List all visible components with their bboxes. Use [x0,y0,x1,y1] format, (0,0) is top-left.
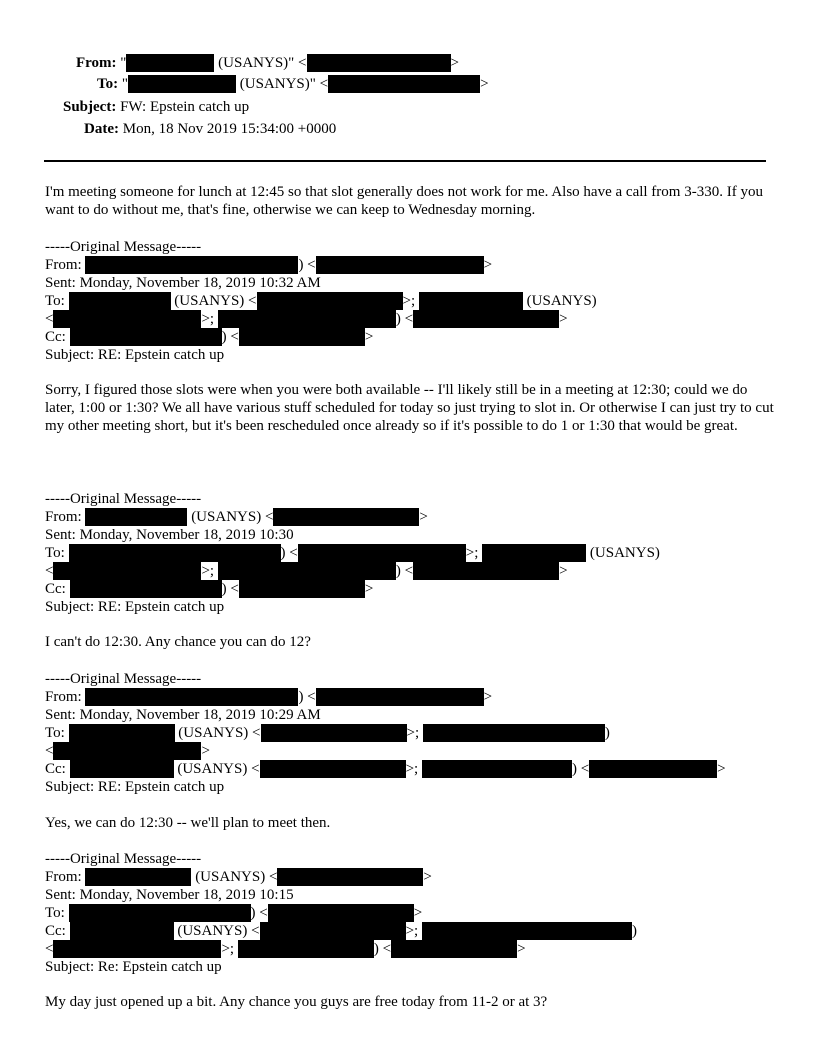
redaction-bar [126,54,214,72]
redaction-bar [69,724,175,742]
redaction-bar [53,562,201,580]
m3-to-cont: < > [45,743,210,759]
redaction-bar [413,562,559,580]
date-value: Mon, 18 Nov 2019 15:34:00 +0000 [122,121,337,137]
redaction-bar [53,940,221,958]
m2-cc: Cc: ) < > [45,581,374,597]
subject-value: FW: Epstein catch up [120,99,250,115]
header-to-row: To: " (USANYS)" < > [97,76,489,92]
redaction-bar [273,508,419,526]
m2-from: From: (USANYS) < > [45,509,428,525]
header-date-row [84,120,336,138]
redaction-bar [257,292,403,310]
header-from-row: From: " (USANYS)" < > [76,55,459,71]
redaction-bar [307,54,451,72]
redaction-bar [316,256,484,274]
redaction-bar [260,922,406,940]
m2-body: I can't do 12:30. Any chance you can do 12? [45,634,311,650]
header-divider [44,160,766,162]
m3-sent: Sent: Monday, November 18, 2019 10:29 AM [45,707,321,723]
subject-label: Subject: [63,99,117,115]
m1-orig: -----Original Message----- [45,239,202,255]
redaction-bar [85,688,298,706]
redaction-bar [69,544,281,562]
redaction-bar [218,310,396,328]
redaction-bar [85,256,298,274]
redaction-bar [69,904,251,922]
redaction-bar [261,724,407,742]
header-subject-row [63,98,249,116]
m4-to: To: ) < > [45,905,423,921]
redaction-bar [268,904,414,922]
m2-sent: Sent: Monday, November 18, 2019 10:30 [45,527,294,543]
redaction-bar [298,544,466,562]
redaction-bar [69,292,171,310]
redaction-bar [589,760,717,778]
from-label: From: [76,55,117,71]
redaction-bar [482,544,586,562]
m3-to: To: (USANYS) < >; ) [45,725,610,741]
redaction-bar [70,760,174,778]
m3-from: From: ) < > [45,689,493,705]
m1-to: To: (USANYS) < >; (USANYS) [45,293,597,309]
m1-subject: Subject: RE: Epstein catch up [45,347,225,363]
m4-sent: Sent: Monday, November 18, 2019 10:15 [45,887,294,903]
redaction-bar [218,562,396,580]
redaction-bar [419,292,523,310]
redaction-bar [391,940,517,958]
redaction-bar [328,75,480,93]
m4-cc-cont: < >; ) < > [45,941,526,957]
redaction-bar [53,742,201,760]
m3-body: Yes, we can do 12:30 -- we'll plan to meet then. [45,815,331,831]
m1-body: Sorry, I figured those slots were when you were both available -- I'll likely still be in a meeting at 12:30; could we do later, 1:00 or 1:30? We all have various stuff scheduled for today so just trying to slot in. Or otherwise I can just try to cut my other meeting short, but it's been rescheduled once already so if it's possible to do 1 or 1:30 that would be great. [45,382,774,434]
redaction-bar [239,580,365,598]
redaction-bar [239,328,365,346]
redaction-bar [70,328,222,346]
m3-cc: Cc: (USANYS) < >; ) < > [45,761,726,777]
redaction-bar [238,940,374,958]
redaction-bar [85,508,187,526]
redaction-bar [316,688,484,706]
m4-subject: Subject: Re: Epstein catch up [45,959,222,975]
redaction-bar [422,922,632,940]
m2-to-cont: < >; ) < > [45,563,568,579]
m1-cc: Cc: ) < > [45,329,374,345]
redaction-bar [423,724,605,742]
m4-cc: Cc: (USANYS) < >; ) [45,923,637,939]
m1-to-cont: < >; ) < > [45,311,568,327]
redaction-bar [128,75,236,93]
m2-orig: -----Original Message----- [45,491,202,507]
m1-from: From: ) < > [45,257,493,273]
redaction-bar [85,868,191,886]
redaction-bar [260,760,406,778]
redaction-bar [53,310,201,328]
m4-orig: -----Original Message----- [45,851,202,867]
m2-to: To: ) < >; (USANYS) [45,545,660,561]
redaction-bar [70,922,174,940]
m4-body: My day just opened up a bit. Any chance you guys are free today from 11-2 or at 3? [45,994,548,1010]
m3-orig: -----Original Message----- [45,671,202,687]
redaction-bar [422,760,572,778]
m2-subject: Subject: RE: Epstein catch up [45,599,225,615]
redaction-bar [277,868,423,886]
m3-subject: Subject: RE: Epstein catch up [45,779,225,795]
m1-sent: Sent: Monday, November 18, 2019 10:32 AM [45,275,321,291]
m4-from: From: (USANYS) < > [45,869,432,885]
body-top: I'm meeting someone for lunch at 12:45 so that slot generally does not work for me. Also have a call from 3-330. If you want to do without me, that's fine, otherwise we can keep to Wednesday morning. [45,184,763,218]
to-label: To: [97,76,119,92]
redaction-bar [70,580,222,598]
redaction-bar [413,310,559,328]
date-label: Date: [84,121,119,137]
